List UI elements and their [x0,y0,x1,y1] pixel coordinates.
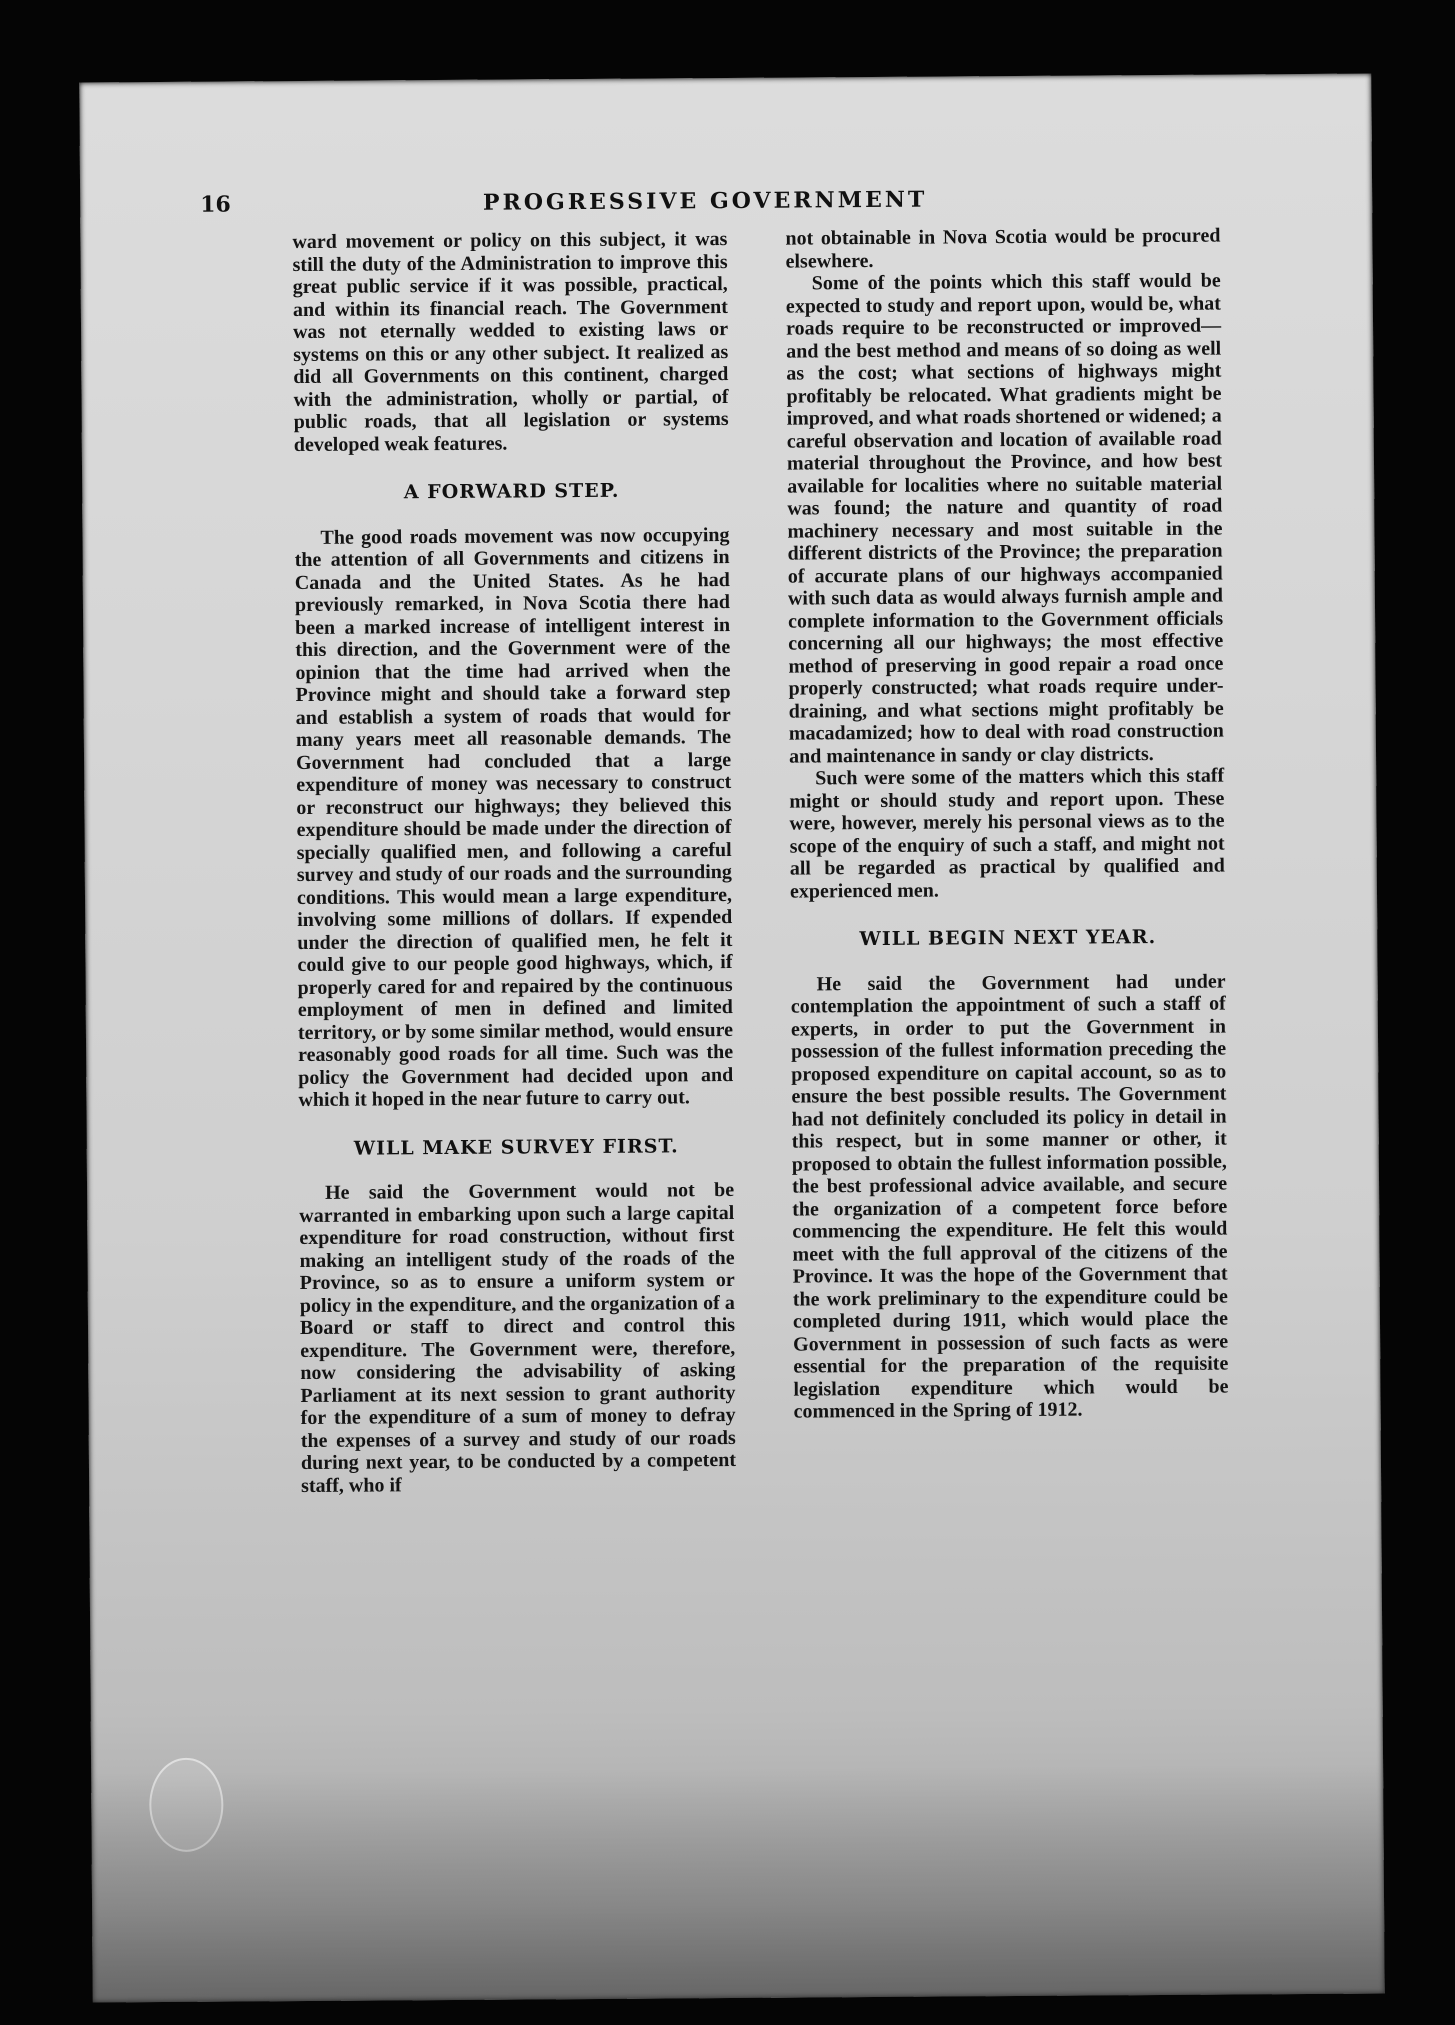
page-number: 16 [200,191,231,218]
left-paragraph-2: The good roads movement was now occupying the attention of all Governments and citizens in Canada and the United States. As he had previously remarked, in Nova Scotia there had been a marked increase of intelligent interest in this direction, and the Government were of the opinion that the time had arrived when the Province might and should take a forward step and establish a system of roads that would for many years meet all reasonable demands. The Government had concluded that a large expenditure of money was necessary to construct or reconstruct our highways; they believed this expenditure should be made under the direction of specially qualified men, and following a careful survey and study of our roads and the surrounding conditions. This would mean a large expenditure, involving some millions of dollars. If expended under the direction of qualified men, he felt it could give to our people good highways, which, if properly cared for and repaired by the continuous employment of men in defined and limited territory, or by some similar method, would ensure reasonably good roads for all time. Such was the policy the Government had decided upon and which it hoped in the near future to carry out. [294,523,734,1112]
section-heading-survey-first: WILL MAKE SURVEY FIRST. [353,1134,679,1160]
right-column [785,225,1228,1424]
left-column [292,228,736,1497]
right-paragraph-4: He said the Government had under contemplation the appointment of such a staff of experts, in order to put the Government in possession of the fullest information preceding the proposed expenditure on capital account, so as to ensure the best possible results. The Government had not definitely concluded its policy in detail in this respect, but in some manner or other, it proposed to obtain the fullest information possible, the best professional advice available, and secure the organization of a competent force before commencing the expenditure. He felt this would meet with the full approval of the citizens of the Province. It was the hope of the Government that the work preliminary to the expenditure could be completed during 1911, which would place the Government in possession of such facts as were essential for the preparation of the requisite legislation expenditure which would be commenced in the Spring of 1912. [790,970,1229,1423]
right-paragraph-2: Some of the points which this staff would be expected to study and report upon, would be, what roads require to be reconstructed or improved—and the best method and means of so doing as well as the cost; what sections of highways might profitably be relocated. What gradients might be improved, and what roads shortened or widened; a careful observation and location of available road material throughout the Province, and how best available for localities where no suitable material was found; the nature and quantity of road machinery necessary and most suitable in the different districts of the Province; the preparation of accurate plans of our highways accompanied with such data as would always furnish ample and complete information to the Government officials concerning all our highways; the most effective method of preserving in good repair a road once properly constructed; what roads require under-draining, and what sections might profitably be macadamized; how to deal with road construction and maintenance in sandy or clay districts. [785,269,1224,768]
left-paragraph-1: ward movement or policy on this subject, it was still the duty of the Administration to improve this great public service if it was possible, practical, and within its financial reach. The Government was not eternally wedded to existing laws or systems on this or any other subject. It realized as did all Governments on this continent, charged with the administration, wholly or partial, of public roads, that all legislation or systems developed weak features. [292,228,729,456]
section-heading-forward-step: A FORWARD STEP. [403,479,620,504]
scanned-page [79,74,1384,2003]
page-stain [149,1758,224,1853]
right-paragraph-1: not obtainable in Nova Scotia would be procured elsewhere. [785,224,1221,273]
right-paragraph-3: Such were some of the matters which this staff might or should study and report upon. These were, however, merely his personal views as to the scope of the enquiry of such a staff, and might not all be regarded as practical by qualified and experienced men. [789,764,1225,903]
running-title: PROGRESSIVE GOVERNMENT [482,186,928,216]
page-header [200,185,1210,218]
section-heading-begin-next-year: WILL BEGIN NEXT YEAR. [859,926,1157,951]
left-paragraph-3: He said the Government would not be warranted in embarking upon such a large capital expenditure for road construction, without first making an intelligent study of the roads of the Province, so as to ensure a uniform system or policy in the expenditure, and the organization of a Board or staff to direct and control this expenditure. The Government were, therefore, now considering the advisability of asking Parliament at its next session to grant authority for the expenditure of a sum of money to defray the expenses of a survey and study of our roads during next year, to be conducted by a competent staff, who if [299,1178,737,1497]
